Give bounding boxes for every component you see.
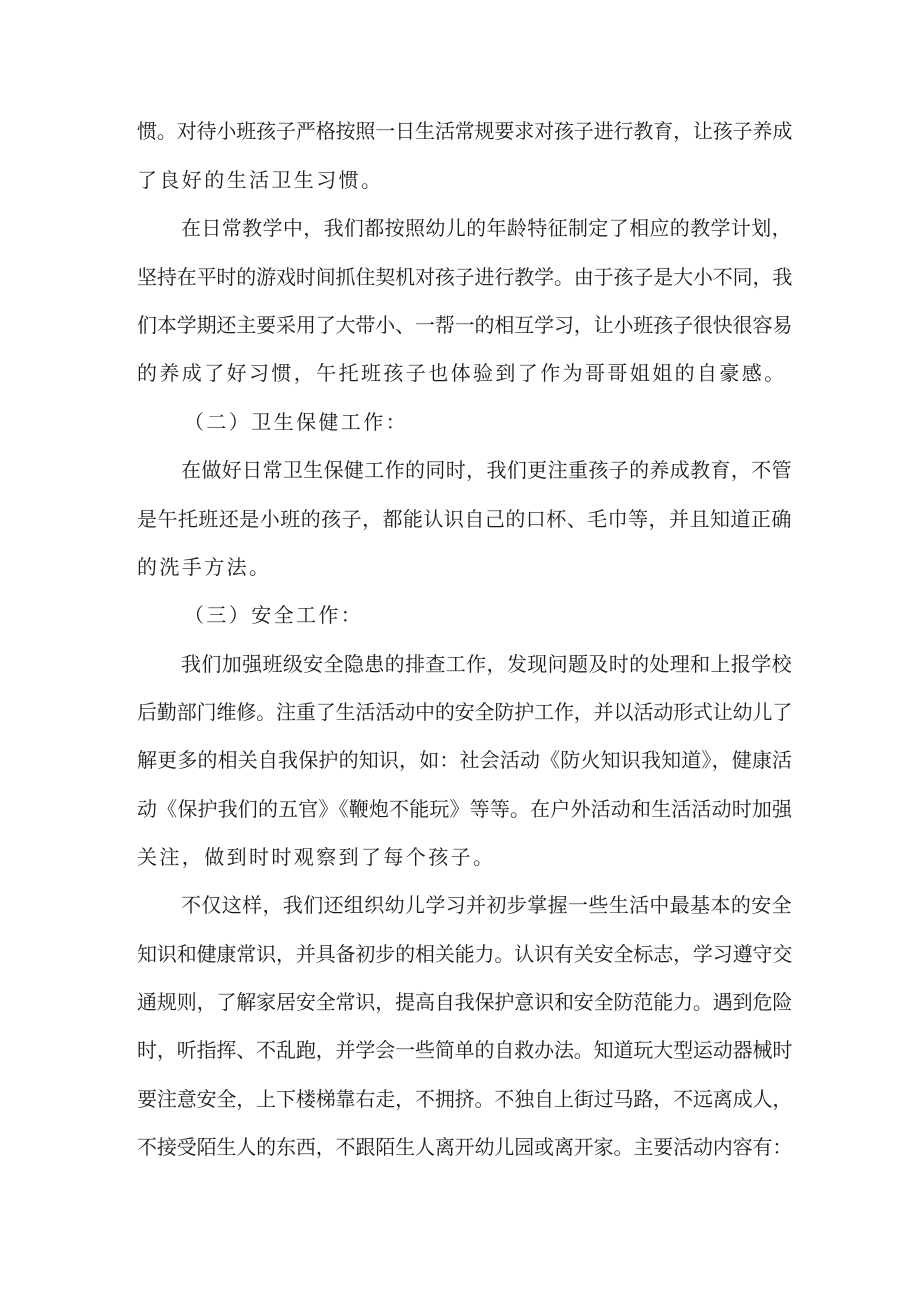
- paragraph-line: 通规则，了解家居安全常识，提高自我保护意识和安全防范能力。遇到危险: [137, 990, 793, 1014]
- paragraph-line: 的洗手方法。: [137, 555, 272, 579]
- paragraph-line: 惯。对待小班孩子严格按照一日生活常规要求对孩子进行教育，让孩子养成: [137, 119, 793, 143]
- paragraph-line: 不接受陌生人的东西，不跟陌生人离开幼儿园或离开家。主要活动内容有：: [137, 1135, 793, 1159]
- paragraph-line: 是午托班还是小班的孩子，都能认识自己的口杯、毛巾等，并且知道正确: [137, 507, 792, 531]
- paragraph-line: 动《保护我们的五官》《鞭炮不能玩》等等。在户外活动和生活活动时加强: [137, 797, 793, 821]
- paragraph-line: 要注意安全，上下楼梯靠右走，不拥挤。不独自上街过马路，不远离成人，: [137, 1087, 793, 1111]
- paragraph-line: 时，听指挥、不乱跑，并学会一些简单的自救办法。知道玩大型运动器械时: [137, 1038, 793, 1062]
- paragraph-line: 的养成了好习惯，午托班孩子也体验到了作为哥哥姐姐的自豪感。: [137, 361, 787, 385]
- paragraph-line: 知识和健康常识，并具备初步的相关能力。认识有关安全标志，学习遵守交: [137, 942, 793, 966]
- paragraph-line: 们本学期还主要采用了大带小、一帮一的相互学习，让小班孩子很快很容易: [137, 313, 793, 337]
- paragraph-line: 在做好日常卫生保健工作的同时，我们更注重孩子的养成教育，不管: [181, 458, 792, 482]
- paragraph-line: 坚持在平时的游戏时间抓住契机对孩子进行教学。由于孩子是大小不同，我: [137, 265, 793, 289]
- section-heading: （三）安全工作：: [184, 603, 364, 627]
- paragraph-line: 了良好的生活卫生习惯。: [137, 168, 384, 192]
- section-heading: （二）卫生保健工作：: [184, 410, 408, 434]
- paragraph-line: 解更多的相关自我保护的知识，如：社会活动《防火知识我知道》，健康活: [137, 748, 793, 772]
- paragraph-line: 关注，做到时时观察到了每个孩子。: [137, 845, 496, 869]
- paragraph-line: 我们加强班级安全隐患的排查工作，发现问题及时的处理和上报学校: [181, 652, 792, 676]
- paragraph-line: 后勤部门维修。注重了生活活动中的安全防护工作，并以活动形式让幼儿了: [137, 700, 793, 724]
- paragraph-line: 不仅这样，我们还组织幼儿学习并初步掌握一些生活中最基本的安全: [181, 893, 792, 917]
- paragraph-line: 在日常教学中，我们都按照幼儿的年龄特征制定了相应的教学计划，: [181, 216, 792, 240]
